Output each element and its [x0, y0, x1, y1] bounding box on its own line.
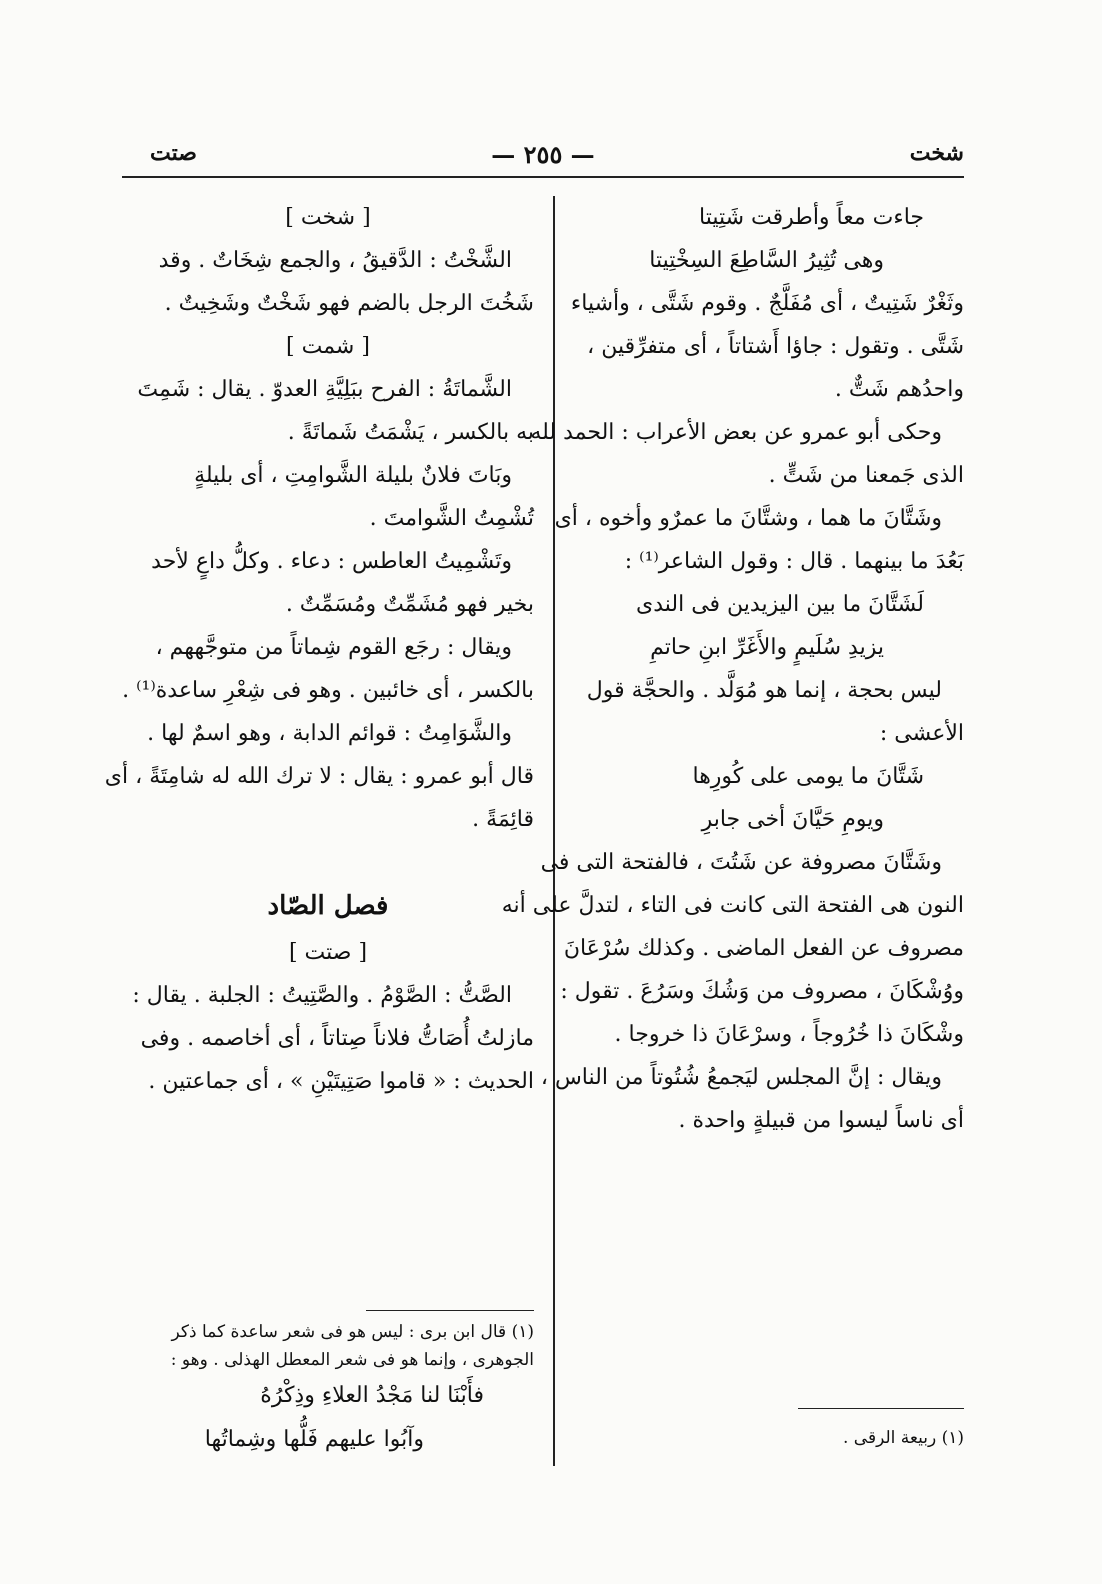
text-line: الذى جَمعنا من شَتٍّ . [768, 463, 964, 488]
page-header [122, 140, 964, 176]
column-divider [553, 196, 555, 1466]
text-line: شَتَّى . وتقول : جاؤا أَشتاتاً ، أى متفرِّقين ، [587, 334, 964, 359]
text-line: شَخُتَ الرجل بالضم فهو شَخْتٌ وشَخِيتٌ . [164, 291, 534, 316]
footnote-rule-left [366, 1310, 534, 1311]
text-line: الشَّخْتُ : الدَّقيقُ ، والجمع شِخَاتٌ . وقد [158, 248, 512, 273]
section-spacer [122, 841, 534, 881]
text-line: وثَغْرٌ شَتِيتٌ ، أى مُفَلَّجٌ . وقوم شَتَّى ، وأشياء [570, 291, 964, 316]
text-line: [ شمت ] [286, 334, 370, 359]
text-line: وحكى أبو عمرو عن بعض الأعراب : الحمد لله [530, 420, 942, 445]
text-line: ويومِ حَيَّانَ أخى جابرِ [701, 807, 884, 832]
footnote-line: الجوهرى ، وإنما هو فى شعر المعطل الهذلى . وهو : [170, 1350, 534, 1370]
text-line: قائِمَةً . [472, 807, 534, 832]
text-line: والشَّوَامِتُ : قوائم الدابة ، وهو اسمٌ لها . [147, 721, 512, 746]
left-column [104, 196, 534, 1103]
text-line: قال أبو عمرو : يقال : لا ترك الله له شامِتَةً ، أى [104, 764, 534, 789]
text-line: ويقال : إنَّ المجلس ليَجمعُ شُتُوتاً من الناس ، [540, 1065, 942, 1090]
text-line: جاءت معاً وأطرقت شَتِيتا [699, 205, 924, 230]
text-line: شَتَّانَ ما يومى على كُورِها [692, 764, 924, 789]
section-title: فصل الصّاد [267, 891, 389, 921]
text-line: مصروف عن الفعل الماضى . وكذلك سُرْعَانَ [563, 936, 964, 961]
text-line: الحديث : « قاموا صَتِيتَيْنِ » ، أى جماعتين . [148, 1069, 534, 1094]
text-line: بالكسر ، أى خائبين . وهو فى شِعْرِ ساعدة⁽¹⁾ . [122, 678, 534, 703]
footnote-line: (١) ربيعة الرقى . [843, 1428, 964, 1448]
header-root-left: صتت [150, 140, 197, 166]
text-line: ويقال : رجَع القوم شِماتاً من متوجَّههم ، [155, 635, 512, 660]
text-line: الشَّماتَةُ : الفرح ببَلِيَّةِ العدوّ . يقال : شَمِتَ [137, 377, 512, 402]
text-line: مازلتُ أُصَاتُّ فلاناً صِتاتاً ، أى أخاصمه . وفى [140, 1026, 534, 1051]
text-line: وشَتَّانَ مصروفة عن شَتُتَ ، فالفتحة التى فى [540, 850, 942, 875]
text-line: وشَتَّانَ ما هما ، وشتَّانَ ما عمرٌو وأخوه ، أى [554, 506, 942, 531]
text-line: واحدُهم شَتٌّ . [834, 377, 964, 402]
footnote-verse-line: وآبُوا عليهم فَلُّها وشِماتُها [204, 1427, 424, 1452]
text-line: ليس بحجة ، إنما هو مُوَلَّد . والحجَّة قول [586, 678, 942, 703]
footnote-rule-right [798, 1408, 964, 1409]
text-line: ووُشْكَانَ ، مصروف من وَشُكَ وسَرُعَ . تقول : [560, 979, 964, 1004]
text-line: يزيدِ سُلَيمٍ والأَغَرِّ ابنِ حاتمِ [650, 635, 884, 660]
text-line: تُشْمِتُ الشَّوامتَ . [369, 506, 534, 531]
footnote-verse-line: فأَبْنَا لنا مَجْدُ العلاءِ وذِكْرُهُ [260, 1383, 484, 1408]
text-line: أى ناساً ليسوا من قبيلةٍ واحدة . [678, 1108, 964, 1133]
text-line: النون هى الفتحة التى كانت فى التاء ، لتدلَّ على أنه [501, 893, 964, 918]
page-number: — ٢٥٥ — [491, 140, 595, 169]
footnote-left [122, 1318, 534, 1462]
text-line: الأعشى : [879, 721, 964, 746]
text-line: وتَشْمِيتُ العاطس : دعاء . وكلُّ داعٍ لأحد [151, 549, 512, 574]
header-root-right: شخت [909, 140, 964, 166]
header-rule [122, 176, 964, 178]
text-line: الصَّتُّ : الصَّوْمُ . والصَّتِيتُ : الجلبة . يقال : [132, 983, 512, 1008]
text-line: به بالكسر ، يَشْمَتُ شَماتَةً . [287, 420, 534, 445]
text-line: وبَاتَ فلانٌ بليلة الشَّوامِتِ ، أى بليلةٍ [194, 463, 512, 488]
text-line: وشْكَانَ ذا خُرُوجاً ، وسرْعَانَ ذا خروجا . [614, 1022, 964, 1047]
text-line: [ شخت ] [285, 205, 371, 230]
text-line: وهى تُثِيرُ السَّاطِعَ السِخْتِيتا [649, 248, 884, 273]
footnote-line: (١) قال ابن برى : ليس هو فى شعر ساعدة كما ذكر [171, 1322, 534, 1342]
text-line: لَشَتَّانَ ما بين اليزيدين فى الندى [636, 592, 924, 617]
text-line: [ صتت ] [288, 940, 368, 965]
footnote-right [572, 1424, 964, 1452]
text-line: بخير فهو مُشَمِّتٌ ومُسَمِّتٌ . [285, 592, 534, 617]
text-line: بَعُدَ ما بينهما . قال : وقول الشاعر⁽¹⁾ : [624, 549, 964, 574]
